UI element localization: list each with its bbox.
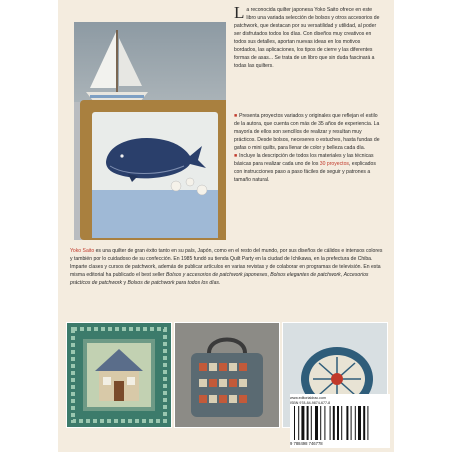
- book-title: Bolsos y accesorios de patchwork japoneses: [165, 272, 268, 278]
- book-title: Bolsos de patchwork para todos los días: [127, 280, 219, 286]
- house-quilt-image: [67, 323, 171, 427]
- dropcap-letter: L: [234, 3, 245, 22]
- bullet-square-icon: ■: [234, 113, 238, 119]
- back-cover: [58, 0, 394, 452]
- book-title: Bolsos elegantes de patchwork: [270, 272, 341, 278]
- patchwork-bag-image: [175, 323, 279, 427]
- feature-bullets: [234, 112, 382, 184]
- thumbnail-patchwork-bag: [174, 322, 280, 428]
- website-url: www.editorialdrac.com: [290, 396, 326, 400]
- buttons-decoration: [166, 172, 216, 202]
- bullet-square-icon: ■: [234, 153, 238, 159]
- main-photo-whale: [74, 22, 226, 240]
- barcode-number: 9 788498 746778: [290, 441, 323, 446]
- author-bio: Yoko Saito es una quilter de gran éxito tanto en su país, Japón, como en el resto del mundo, por sus diseños de cálidos e intensos colores y también por lo cuidadoso de su confección. En 1985 fundó su tienda Quilt Party en la ciudad de Ichikawa, en la prefectura de Chiba. Imparte clases y cursos de patchwork, además de publicar artículos en varias revistas y de colaborar en programas de televisión. En esta misma editorial ha publicado el best seller Bolsos y accesorios de patchwork japoneses, Bolsos elegantes de patchwork, Accesorios prácticos de patchwork y Bolsos de patchwork para todos los días.: [70, 248, 383, 286]
- book-title: Accesorios prácticos de patchwork: [70, 272, 369, 286]
- author-name: Yoko Saito: [70, 248, 95, 254]
- bullet-item: ■ Incluye la descripción de todos los materiales y las técnicas básicas para realizar cada uno de los 30 proyectos, explicados con instrucciones paso a paso fáciles de seguir y patrones a tamaño natural.: [234, 153, 376, 183]
- bullet-item: ■ Presenta proyectos variados y originales que reflejan el estilo de la autora, que cuenta con más de 35 años de experiencia. La mayoría de ellos son sencillos de realizar y resultan muy prácticos. Desde bolsos, neceseres o estuches, hasta fundas de gafas o mini quilts, para llenar de color y belleza cada día.: [234, 113, 380, 151]
- sailboat-illustration: [82, 28, 152, 108]
- barcode-graphic: [292, 406, 388, 442]
- intro-text: a reconocida quilter japonesa Yoko Saito ofrece en este libro una variada selección de bolsos y otros accesorios de patchwork, que destacan por su versatilidad y utilidad, al poder ser disfrutados todos los días. Con diseños muy creativos en todos sus detalles, aportan nuevas ideas en los motivos bordados, las aplicaciones, los tipos de cierre y las diferentes formas de asas... Se trata de un libro que sin duda fascinará a todas las quilters.: [234, 7, 380, 69]
- isbn-text: ISBN 978-84-9874-677-8: [290, 401, 331, 405]
- highlight-projects: 30 proyectos: [319, 161, 349, 167]
- thumbnail-house-quilt: [66, 322, 172, 428]
- intro-paragraph: [234, 3, 382, 70]
